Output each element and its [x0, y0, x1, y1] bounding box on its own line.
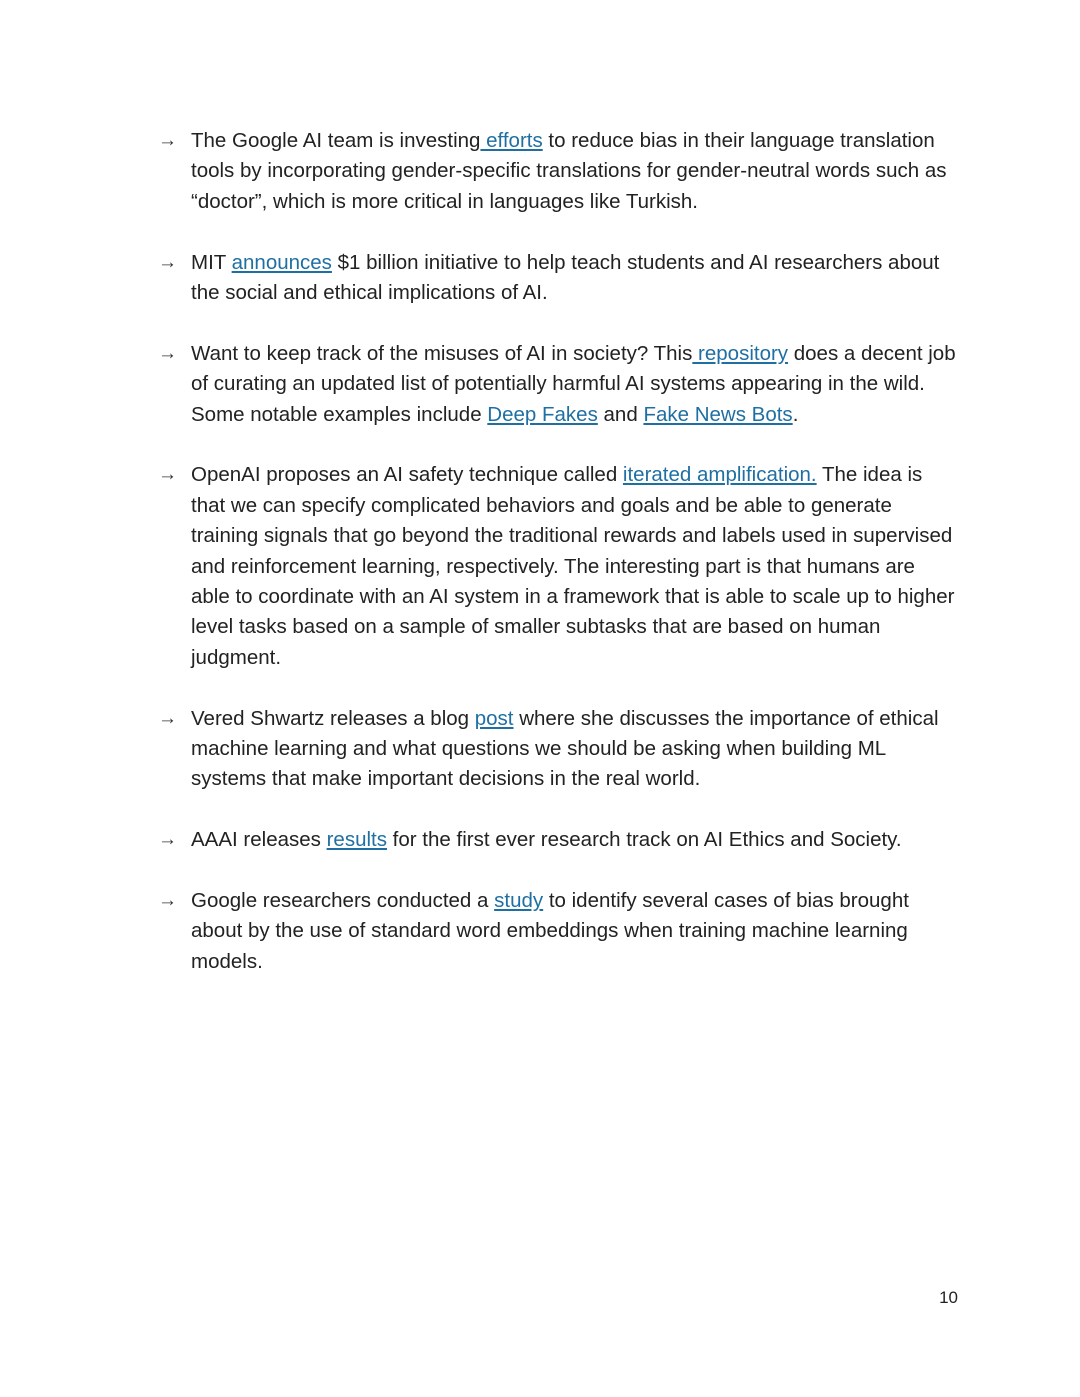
- fake-news-bots-link[interactable]: Fake News Bots: [643, 402, 793, 426]
- right-arrow-icon: →: [158, 130, 177, 151]
- bullet-text: OpenAI proposes an AI safety technique called: [191, 463, 623, 487]
- bullet-google-word-embeddings-study: [158, 886, 958, 977]
- right-arrow-icon: →: [158, 890, 177, 912]
- bullet-text: AAAI releases: [191, 828, 327, 852]
- bullet-mit-initiative: [158, 248, 958, 309]
- bullet-google-translation-bias: [158, 126, 958, 217]
- bullet-ai-misuse-repository: [158, 339, 958, 430]
- post-link[interactable]: post: [474, 706, 514, 730]
- bullet-text: .: [792, 402, 799, 426]
- bullet-text: and: [597, 402, 644, 426]
- bullet-text: MIT: [191, 250, 232, 274]
- bullet-openai-iterated-amplification: [158, 460, 958, 673]
- bullet-text: Want to keep track of the misuses of AI in society? This: [191, 341, 693, 365]
- bullet-text: where she discusses the importance of ethical machine learning and what questions we should be asking when building ML systems that make important decisions in the real world.: [191, 706, 939, 791]
- right-arrow-icon: →: [158, 707, 177, 729]
- repository-link[interactable]: repository: [692, 341, 789, 365]
- study-link[interactable]: study: [494, 889, 544, 913]
- right-arrow-icon: →: [158, 342, 177, 364]
- bullet-text: Google researchers conducted a: [191, 889, 495, 913]
- deep-fakes-link[interactable]: Deep Fakes: [487, 402, 598, 426]
- right-arrow-icon: →: [158, 829, 177, 851]
- right-arrow-icon: →: [158, 251, 177, 273]
- bullet-text: to reduce bias in their language translation tools by incorporating gender-specific translations for gender-neutral words such as “doctor”, which is more critical in languages like Turkish.: [191, 129, 947, 213]
- bullet-text: for the first ever research track on AI Ethics and Society.: [386, 828, 902, 852]
- results-link[interactable]: results: [326, 828, 387, 852]
- bullet-text: Vered Shwartz releases a blog: [191, 706, 475, 730]
- bullet-aaai-results: [158, 825, 958, 855]
- bullet-text: The Google AI team is investing: [191, 129, 481, 152]
- bullet-text: does a decent job of curating an updated list of potentially harmful AI systems appearing in the wild. Some notable examples include: [191, 341, 956, 426]
- bullet-text: The idea is that we can specify complicated behaviors and goals and be able to generate training signals that go beyond the traditional rewards and labels used in supervised and reinforcement learning, respectively. The interesting part is that humans are able to coordinate with an AI system in a framework that is able to scale up to higher level tasks based on a sample of smaller subtasks that are based on human judgment.: [191, 463, 955, 669]
- right-arrow-icon: →: [158, 464, 177, 486]
- bullet-text: $1 billion initiative to help teach students and AI researchers about the social and ethical implications of AI.: [191, 250, 940, 305]
- news-bullet-list: [158, 126, 958, 1008]
- announces-link[interactable]: announces: [231, 250, 332, 274]
- iterated-amplification-link[interactable]: iterated amplification.: [622, 463, 817, 487]
- bullet-vered-shwartz-blog: [158, 704, 958, 795]
- efforts-link[interactable]: efforts: [480, 129, 543, 152]
- page-number: 10: [939, 1288, 958, 1307]
- bullet-text: to identify several cases of bias brought about by the use of standard word embeddings when training machine learning models.: [191, 889, 909, 973]
